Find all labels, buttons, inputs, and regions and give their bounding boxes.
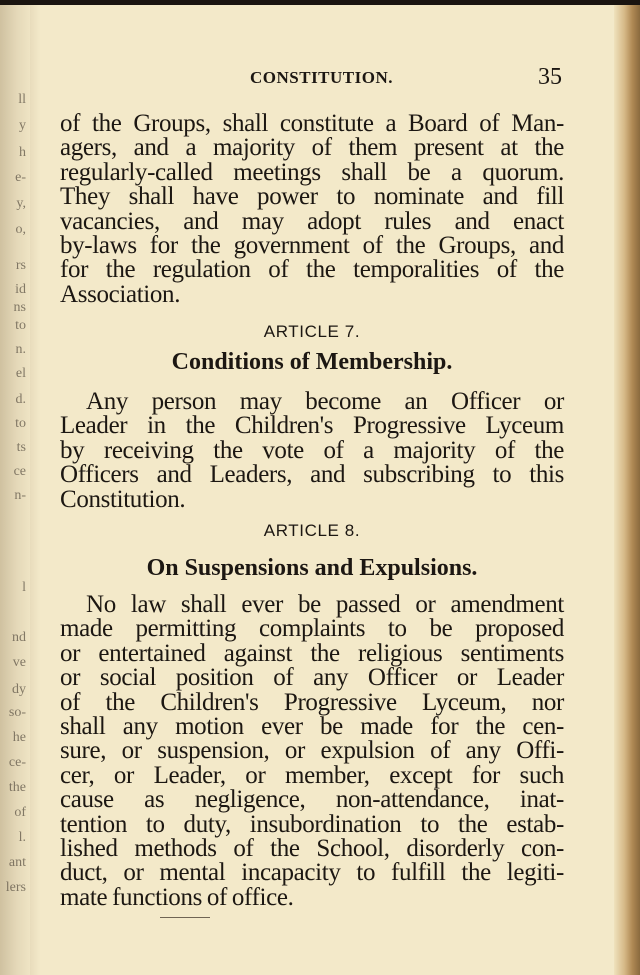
facing-page-fragment: l. (18, 830, 26, 845)
text-line: agers, and a majority of them present at the (60, 134, 564, 162)
intro-paragraph (60, 112, 564, 307)
text-line: Leader in the Children's Progressive Lyceum (60, 412, 564, 440)
text-line: duct, or mental incapacity to fulfill the legiti- (60, 859, 564, 887)
facing-page-fragment: y (19, 118, 26, 133)
text-line: regularly-called meetings shall be a quorum. (60, 158, 564, 186)
text-line: cer, or Leader, or member, except for such (60, 761, 564, 789)
text-line: made permitting complaints to be proposed (60, 615, 564, 643)
text-line: or social position of any Officer or Leader (60, 664, 564, 692)
text-line: by receiving the vote of a majority of the (60, 436, 564, 464)
facing-page-fragment: id (15, 282, 26, 297)
text-line: No law shall ever be passed or amendment (86, 591, 564, 618)
text-line: for the regulation of the temporalities of the (60, 256, 564, 284)
running-head (60, 64, 564, 94)
facing-page-fragment: y, (16, 196, 26, 211)
facing-page-fragment: rs (15, 258, 26, 273)
facing-page-fragment: so- (8, 705, 26, 720)
facing-page-fragment: e- (15, 170, 26, 185)
text-line: sure, or suspension, or expulsion of any Offi- (60, 737, 564, 765)
facing-page-fragment: o, (15, 222, 26, 237)
facing-page-fragment: dy (12, 682, 26, 697)
text-line: mate functions of office. (60, 883, 294, 911)
text-line: vacancies, and may adopt rules and enact (60, 207, 564, 235)
facing-page-fragment: of (14, 805, 26, 820)
text-line: of the Children's Progressive Lyceum, nor (60, 688, 564, 716)
text-line: Any person may become an Officer or (86, 388, 564, 415)
facing-page-fragment: ns (13, 300, 26, 315)
facing-page-fragment: ant (8, 855, 26, 870)
article-7-paragraph (60, 390, 564, 512)
text-line: They shall have power to nominate and fill (60, 183, 564, 211)
facing-page-fragment: el (15, 366, 26, 381)
binding-fold (30, 0, 40, 975)
facing-page-fragment: to (15, 318, 26, 333)
page-number: 35 (538, 64, 562, 90)
footer-rule (160, 917, 210, 918)
text-line: or entertained against the religious sentiments (60, 639, 564, 667)
running-title: CONSTITUTION. (250, 68, 394, 87)
facing-page-fragment: n. (15, 342, 26, 357)
text-line: tention to duty, insubordination to the estab- (60, 810, 564, 838)
facing-page-fragment: lers (5, 880, 26, 895)
article-8-title: On Suspensions and Expulsions. (146, 555, 478, 581)
text-line: shall any motion ever be made for the cen- (60, 713, 564, 741)
facing-page-fragment: the (8, 780, 26, 795)
text-line: Officers and Leaders, and subscribing to this (60, 461, 564, 489)
text-line: lished methods of the School, disorderly con- (60, 835, 564, 863)
text-line: by-laws for the government of the Groups, and (60, 232, 564, 260)
facing-page-fragment: ll (18, 92, 26, 107)
page-edge-shadow (614, 0, 640, 975)
facing-page-fragment: ce- (8, 755, 26, 770)
article-7-label: ARTICLE 7. (263, 322, 361, 341)
article-8-paragraph (60, 593, 564, 910)
facing-page-fragment: ts (16, 440, 26, 455)
article-7-title: Conditions of Membership. (171, 349, 453, 375)
text-line: Constitution. (60, 485, 186, 513)
facing-page-fragment: nd (12, 630, 26, 645)
facing-page-fragment: to (15, 416, 26, 431)
facing-page-fragment: ve (12, 655, 26, 670)
text-line: of the Groups, shall constitute a Board of Man- (60, 110, 564, 137)
facing-page-fragment: ce (13, 464, 26, 479)
facing-page-fragment: n- (14, 488, 26, 503)
facing-page-fragment: he (12, 730, 26, 745)
article-8-label: ARTICLE 8. (263, 521, 361, 540)
book-page (60, 0, 564, 975)
facing-page-fragment: l (22, 580, 26, 595)
facing-page-fragment: h (19, 145, 26, 160)
text-line: Association. (60, 280, 181, 308)
facing-page-fragment: d. (15, 392, 26, 407)
text-line: cause as negligence, non-attendance, inat- (60, 786, 564, 814)
